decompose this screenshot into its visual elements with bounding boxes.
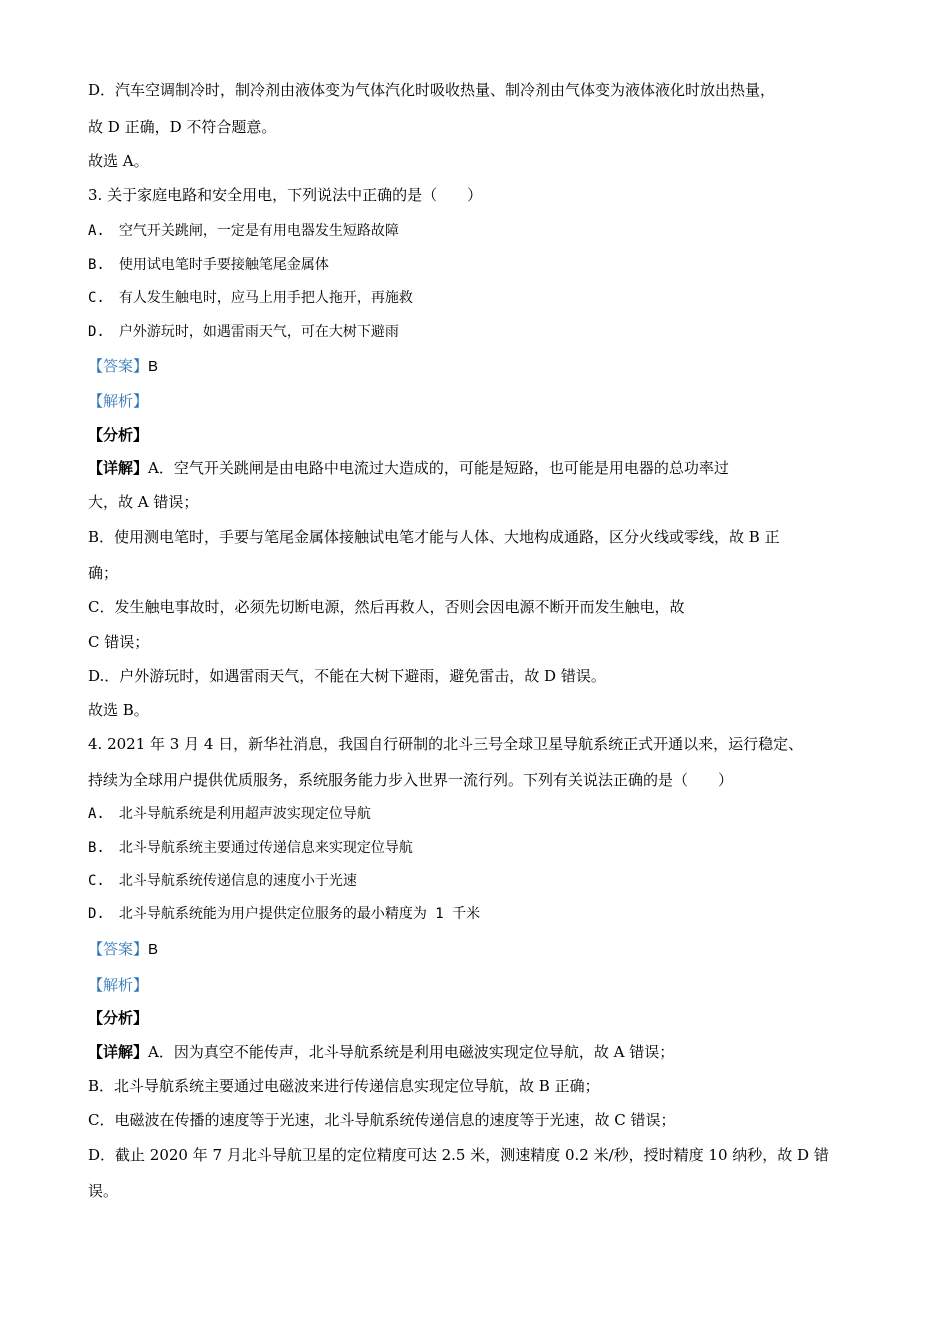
q3-answer-value: B xyxy=(148,358,159,375)
q3-detail-a-line2: 大，故 A 错误； xyxy=(88,493,199,511)
q4-stem-line1: 4. 2021 年 3 月 4 日，新华社消息，我国自行研制的北斗三号全球卫星导航系统正式开通以来，运行稳定、 xyxy=(88,735,804,753)
q4-answer-label: 【答案】 xyxy=(88,940,149,958)
q3-analysis-label: 【解析】 xyxy=(88,392,149,410)
q3-detail-label: 【详解】 xyxy=(88,459,149,477)
q3-fenxi-label: 【分析】 xyxy=(88,426,149,444)
q4-detail-b: B．北斗导航系统主要通过电磁波来进行传递信息实现定位导航，故 B 正确； xyxy=(88,1077,600,1095)
q3-detail-a-line1 xyxy=(88,458,729,478)
q4-option-b: B. 北斗导航系统主要通过传递信息来实现定位导航 xyxy=(88,840,413,856)
q3-detail-b-line1: B．使用测电笔时，手要与笔尾金属体接触试电笔才能与人体、大地构成通路，区分火线或零线，故 B 正 xyxy=(88,528,780,546)
q4-option-d: D. 北斗导航系统能为用户提供定位服务的最小精度为 1 千米 xyxy=(88,906,481,922)
q3-detail-d: D.．户外游玩时，如遇雷雨天气，不能在大树下避雨，避免雷击，故 D 错误。 xyxy=(88,667,606,685)
q4-detail-a xyxy=(88,1042,674,1062)
q3-detail-b-line2: 确； xyxy=(88,564,119,582)
q4-detail-a-text: A．因为真空不能传声，北斗导航系统是利用电磁波实现定位导航，故 A 错误； xyxy=(148,1043,675,1061)
q4-answer xyxy=(88,939,158,960)
q3-select: 故选 B。 xyxy=(88,701,149,719)
q4-stem-line2: 持续为全球用户提供优质服务，系统服务能力步入世界一流行列。下列有关说法正确的是（ ） xyxy=(88,771,734,789)
q4-detail-c: C．电磁波在传播的速度等于光速，北斗导航系统传递信息的速度等于光速，故 C 错误； xyxy=(88,1111,676,1129)
q4-answer-value: B xyxy=(148,941,159,958)
q3-answer-label: 【答案】 xyxy=(88,357,149,375)
q3-detail-c-line1: C．发生触电事故时，必须先切断电源，然后再救人，否则会因电源不断开而发生触电，故 xyxy=(88,598,685,616)
q3-option-a: A. 空气开关跳闸，一定是有用电器发生短路故障 xyxy=(88,223,399,239)
q4-fenxi-label: 【分析】 xyxy=(88,1009,149,1027)
q4-option-c: C. 北斗导航系统传递信息的速度小于光速 xyxy=(88,873,357,889)
q4-analysis-label: 【解析】 xyxy=(88,976,149,994)
q4-detail-d-line1: D．截止 2020 年 7 月北斗导航卫星的定位精度可达 2.5 米，测速精度 0.2 米/秒，授时精度 10 纳秒，故 D 错 xyxy=(88,1146,829,1164)
q4-detail-d-line2: 误。 xyxy=(88,1182,119,1200)
q3-option-b: B. 使用试电笔时手要接触笔尾金属体 xyxy=(88,257,329,273)
q4-option-a: A. 北斗导航系统是利用超声波实现定位导航 xyxy=(88,806,371,822)
q3-detail-c-line2: C 错误； xyxy=(88,633,150,651)
prev-detail-d-line1: D．汽车空调制冷时，制冷剂由液体变为气体汽化时吸收热量、制冷剂由气体变为液体液化时放出热量， xyxy=(88,81,776,99)
prev-detail-d-line2: 故 D 正确，D 不符合题意。 xyxy=(88,118,277,136)
prev-select: 故选 A。 xyxy=(88,152,149,170)
q3-option-c: C. 有人发生触电时，应马上用手把人拖开，再施救 xyxy=(88,290,413,306)
q3-answer xyxy=(88,356,158,377)
q4-detail-label: 【详解】 xyxy=(88,1043,149,1061)
q3-detail-a-text: A．空气开关跳闸是由电路中电流过大造成的，可能是短路，也可能是用电器的总功率过 xyxy=(148,459,729,477)
q3-stem: 3. 关于家庭电路和安全用电，下列说法中正确的是（ ） xyxy=(88,186,483,204)
q3-option-d: D. 户外游玩时，如遇雷雨天气，可在大树下避雨 xyxy=(88,324,399,340)
